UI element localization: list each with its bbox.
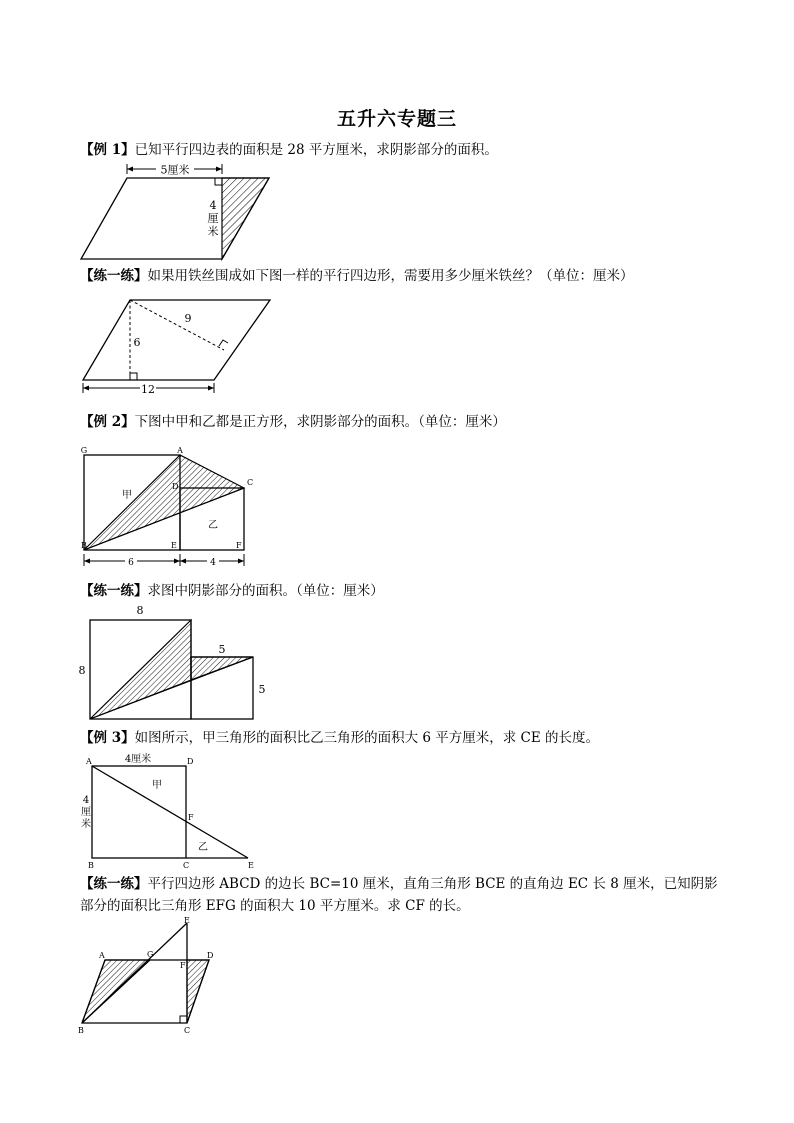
svg-text:A: A <box>86 757 92 766</box>
problem-1 <box>80 139 498 161</box>
svg-text:乙: 乙 <box>208 520 218 531</box>
svg-text:4: 4 <box>82 795 90 806</box>
svg-text:A: A <box>99 951 105 960</box>
fig1-right-angle <box>215 178 222 185</box>
problem-3-text: 如图所示，甲三角形的面积比乙三角形的面积大 6 平方厘米，求 CE 的长度。 <box>134 730 600 746</box>
svg-text:D: D <box>172 482 179 491</box>
svg-text:4厘米: 4厘米 <box>124 754 152 765</box>
svg-text:E: E <box>184 916 190 925</box>
practice-3 <box>80 873 720 917</box>
figure-6 <box>76 916 226 1038</box>
svg-text:乙: 乙 <box>198 842 208 853</box>
fig5-square <box>92 766 186 858</box>
svg-text:8: 8 <box>78 664 86 677</box>
practice-2-tag: 【练一练】 <box>80 583 148 599</box>
practice-3-tag: 【练一练】 <box>80 876 148 892</box>
svg-text:B: B <box>81 541 87 550</box>
svg-text:F: F <box>188 813 194 822</box>
fig1-top-label: 5厘米 <box>160 163 190 177</box>
svg-text:12: 12 <box>141 383 155 396</box>
svg-text:4: 4 <box>209 199 217 212</box>
svg-text:G: G <box>80 446 88 455</box>
problem-2-text: 下图中甲和乙都是正方形，求阴影部分的面积。（单位：厘米） <box>134 414 506 430</box>
fig6-be-line <box>82 923 187 1023</box>
svg-text:厘: 厘 <box>81 807 91 818</box>
figure-1 <box>78 160 278 264</box>
practice-2-text: 求图中阴影部分的面积。（单位：厘米） <box>147 583 384 599</box>
svg-text:甲: 甲 <box>152 780 162 791</box>
practice-2 <box>80 580 384 602</box>
svg-text:F: F <box>236 541 242 550</box>
svg-text:8: 8 <box>136 604 144 617</box>
fig5-diagonal <box>92 766 248 858</box>
svg-text:F: F <box>180 961 186 970</box>
svg-text:9: 9 <box>184 312 192 325</box>
svg-text:5: 5 <box>258 683 266 696</box>
fig2-slant-dashed <box>130 300 224 350</box>
problem-2 <box>80 411 506 433</box>
svg-text:5: 5 <box>218 643 226 656</box>
fig4-shaded-big <box>90 620 191 719</box>
problem-1-text: 已知平行四边表的面积是 28 平方厘米，求阴影部分的面积。 <box>134 142 498 158</box>
svg-text:厘: 厘 <box>207 212 219 225</box>
practice-1 <box>80 265 634 287</box>
practice-1-tag: 【练一练】 <box>80 268 148 284</box>
fig3-shaded-triangle <box>84 455 244 550</box>
svg-text:C: C <box>184 1026 191 1035</box>
figure-5 <box>80 750 265 872</box>
svg-text:B: B <box>88 861 94 870</box>
svg-text:D: D <box>187 757 194 766</box>
svg-text:4: 4 <box>210 558 216 568</box>
page-title: 五升六专题三 <box>336 108 457 130</box>
svg-text:6: 6 <box>133 336 141 349</box>
problem-2-tag: 【例 2】 <box>80 414 135 430</box>
svg-text:D: D <box>207 951 214 960</box>
svg-text:米: 米 <box>207 225 219 238</box>
svg-text:B: B <box>78 1026 84 1035</box>
svg-text:C: C <box>247 478 254 487</box>
svg-text:C: C <box>183 861 190 870</box>
figure-3 <box>76 442 261 572</box>
svg-text:E: E <box>248 861 254 870</box>
svg-text:A: A <box>177 446 183 455</box>
svg-text:6: 6 <box>128 558 134 568</box>
svg-text:甲: 甲 <box>122 490 132 501</box>
problem-3-tag: 【例 3】 <box>80 730 135 746</box>
practice-1-text: 如果用铁丝围成如下图一样的平行四边形，需要用多少厘米铁丝？（单位：厘米） <box>147 268 634 284</box>
figure-2 <box>78 295 278 400</box>
figure-4 <box>76 602 276 724</box>
svg-text:E: E <box>171 541 177 550</box>
problem-1-tag: 【例 1】 <box>80 142 135 158</box>
svg-text:G: G <box>147 950 154 959</box>
problem-3 <box>80 727 599 749</box>
practice-3-text: 平行四边形 ABCD 的边长 BC=10 厘米，直角三角形 BCE 的直角边 EC 长 8 厘米，已知阴影部分的面积比三角形 EFG 的面积大 10 平方厘米。求 CF 的长。 <box>80 876 718 914</box>
fig2-parallelogram <box>83 300 270 380</box>
svg-text:米: 米 <box>81 819 91 830</box>
